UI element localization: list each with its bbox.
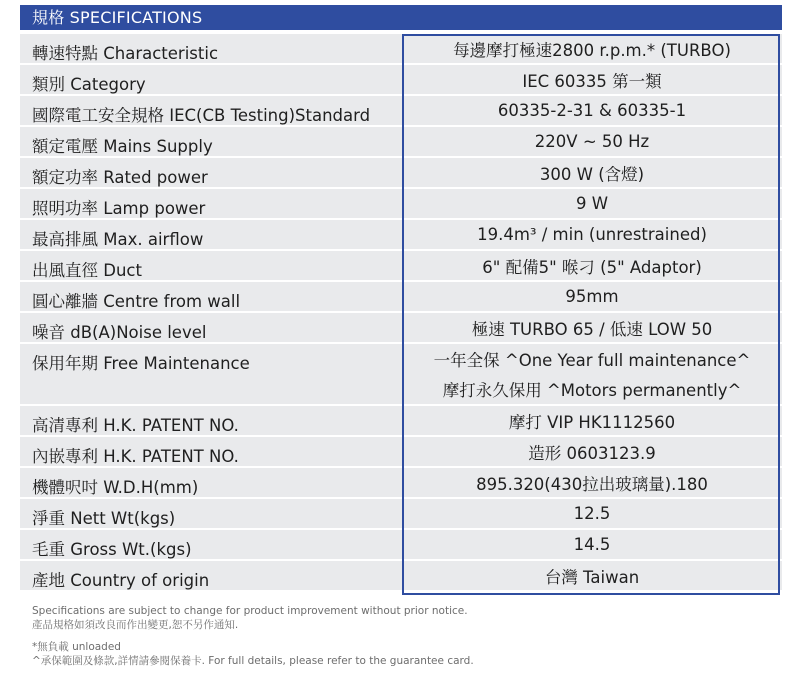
spec-value: 極速 TURBO 65 / 低速 LOW 50 [471,319,713,339]
spec-label: 產地 Country of origin [32,571,210,590]
spec-value: 6" 配備5" 喉刁 (5" Adaptor) [482,257,702,277]
spec-label: 國際電工安全規格 IEC(CB Testing)Standard [32,106,371,125]
disclaimer-english: Specifications are subject to change for product improvement without prior notice. [32,605,468,617]
unloaded-footnote: *無負載 unloaded [32,641,121,653]
spec-label: 額定電壓 Mains Supply [32,137,213,156]
spec-value: 摩打永久保用 ^Motors permanently^ [442,381,742,400]
spec-row [20,499,782,528]
spec-label: 轉速特點 Characteristic [32,44,219,63]
spec-value: 9 W [575,194,609,213]
spec-value: 造形 0603123.9 [528,443,656,463]
spec-row [20,34,782,63]
spec-value: 220V ~ 50 Hz [534,132,650,151]
spec-row [20,561,782,590]
footnotes [32,604,474,668]
spec-label: 內嵌專利 H.K. PATENT NO. [32,447,239,466]
spec-row [20,158,782,187]
spec-label: 淨重 Nett Wt(kgs) [32,509,176,528]
spec-label: 保用年期 Free Maintenance [32,354,250,373]
spec-label: 高清專利 H.K. PATENT NO. [32,416,239,435]
spec-label: 類別 Category [32,75,146,94]
spec-value: 每邊摩打極速2800 r.p.m.* (TURBO) [453,40,731,60]
spec-row [20,406,782,435]
spec-value: 摩打 VIP HK1112560 [508,412,676,432]
spec-row [20,127,782,156]
spec-value: 300 W (含燈) [539,164,645,184]
spec-value: 12.5 [573,504,611,523]
spec-label: 圓心離牆 Centre from wall [32,292,241,311]
spec-label: 出風直徑 Duct [32,261,142,280]
spec-row [20,220,782,249]
spec-label: 毛重 Gross Wt.(kgs) [32,540,192,559]
spec-value: 95mm [565,287,619,306]
specifications-header [20,5,782,30]
spec-row [20,468,782,497]
spec-row [20,437,782,466]
spec-value: 14.5 [573,535,611,554]
spec-row [20,189,782,218]
spec-value: 895.320(430拉出玻璃量).180 [476,474,708,494]
spec-row [20,96,782,125]
spec-label: 最高排風 Max. airflow [32,230,204,249]
spec-label: 照明功率 Lamp power [32,199,206,218]
disclaimer-chinese: 產品規格如須改良而作出變更,恕不另作通知. [32,619,239,631]
spec-row [20,530,782,559]
spec-row [20,65,782,94]
specifications-title: 規格 SPECIFICATIONS [32,8,203,27]
spec-row [20,344,782,404]
spec-value: 一年全保 ^One Year full maintenance^ [433,351,751,370]
spec-value: 台灣 Taiwan [544,567,640,587]
spec-row [20,282,782,311]
guarantee-footnote: ^承保範圍及條款,詳情請參閱保養卡. For full details, please refer to the guarantee card. [32,655,474,667]
spec-label: 噪音 dB(A)Noise level [32,323,207,342]
spec-label: 機體呎吋 W.D.H(mm) [32,478,199,497]
spec-label: 額定功率 Rated power [32,168,208,187]
spec-row [20,251,782,280]
spec-value: 19.4m³ / min (unrestrained) [477,225,707,244]
spec-value: 60335-2-31 & 60335-1 [497,101,687,120]
spec-row [20,313,782,342]
spec-value: IEC 60335 第一類 [522,71,662,91]
